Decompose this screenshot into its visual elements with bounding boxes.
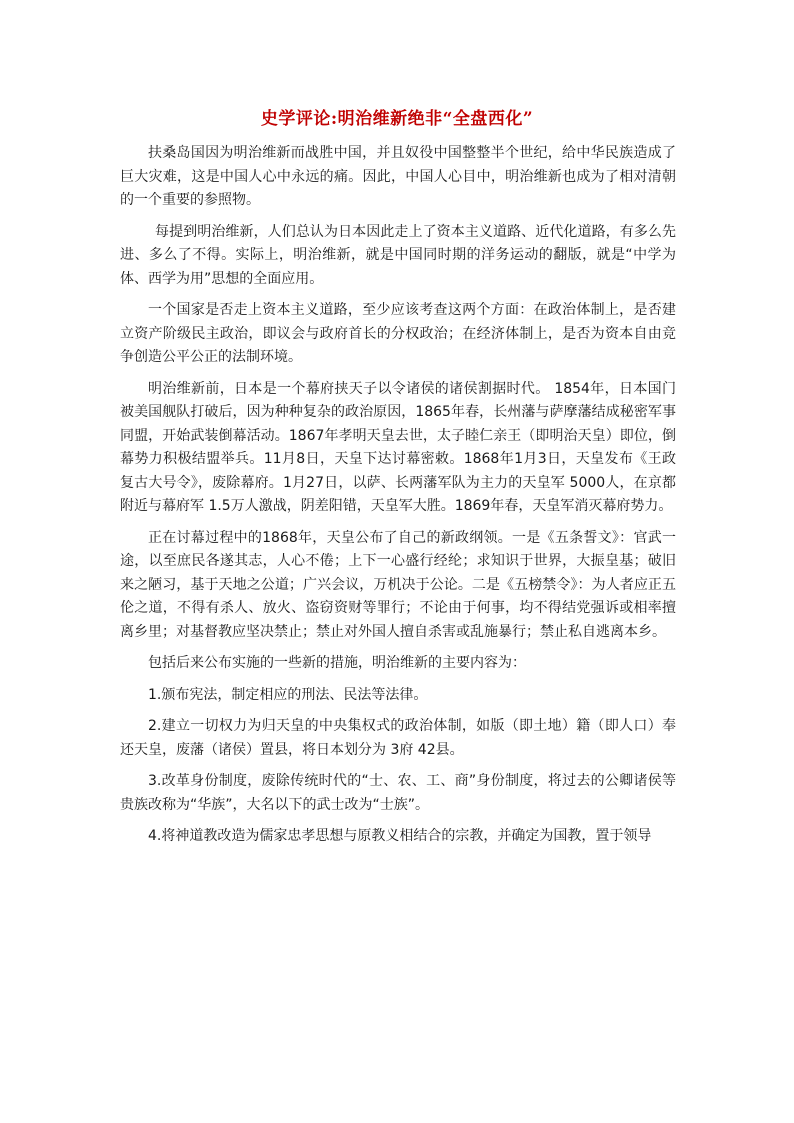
list-item: 2.建立一切权力为归天皇的中央集权式的政治体制，如版（即土地）籍（即人口）奉还天皇，废藩（诸侯）置县，将日本划分为 3府 42县。 [120, 718, 676, 758]
paragraph: 一个国家是否走上资本主义道路，至少应该考查这两个方面：在政治体制上，是否建立资产阶级民主政治，即议会与政府首长的分权政治；在经济体制上，是否为资本自由竞争创造公平公正的法制环境。 [120, 302, 676, 365]
page-title: 史学评论:明治维新绝非“全盘西化” [260, 109, 534, 129]
paragraph: 每提到明治维新，人们总认为日本因此走上了资本主义道路、近代化道路，有多么先进、多么了不得。实际上，明治维新，就是中国同时期的洋务运动的翻版，就是“中学为体、西学为用”思想的全面应用。 [120, 223, 676, 287]
paragraph: 扶桑岛国因为明治维新而战胜中国，并且奴役中国整整半个世纪，给中华民族造成了巨大灾难，这是中国人心中永远的痛。因此，中国人心目中，明治维新也成为了相对清朝的一个重要的参照物。 [120, 145, 676, 208]
paragraph: 正在讨幕过程中的1868年，天皇公布了自己的新政纲领。一是《五条誓文》：官武一途，以至庶民各遂其志，人心不倦；上下一心盛行经纶；求知识于世界，大振皇基；破旧来之陋习，基于天地之公道；广兴会议，万机决于公论。二是《五榜禁令》：为人者应正五伦之道，不得有杀人、放火、盗窃资财等罪行；不论由于何事，均不得结党强诉或相率擅离乡里；对基督教应坚决禁止；禁止对外国人擅自杀害或乱施暴行；禁止私自逃离本乡。 [120, 529, 676, 640]
paragraph: 明治维新前，日本是一个幕府挟天子以令诸侯的诸侯割据时代。 1854年，日本国门被美国舰队打破后，因为种种复杂的政治原因，1865年春，长州藩与萨摩藩结成秘密军事同盟，开始武装倒幕活动。1867年孝明天皇去世，太子睦仁亲王（即明治天皇）即位，倒幕势力积极结盟举兵。11月8日，天皇下达讨幕密敕。1868年1月3日，天皇发布《王政复古大号令》，废除幕府。1月27日，以萨、长两藩军队为主力的天皇军 5000人，在京都附近与幕府军 1.5万人激战，阴差阳错，天皇军大胜。1869年春，天皇军消灭幕府势力。 [120, 380, 676, 514]
list-item: 4.将神道教改造为儒家忠孝思想与原教义相结合的宗教，并确定为国教，置于领导 [148, 828, 652, 844]
paragraph: 包括后来公布实施的一些新的措施，明治维新的主要内容为： [148, 655, 526, 671]
article-body [120, 142, 676, 857]
list-item: 3.改革身份制度，废除传统时代的“士、农、工、商”身份制度，将过去的公卿诸侯等贵族改称为“华族”，大名以下的武士改为“士族”。 [120, 773, 676, 813]
list-item: 1.颁布宪法，制定相应的刑法、民法等法律。 [148, 686, 428, 703]
